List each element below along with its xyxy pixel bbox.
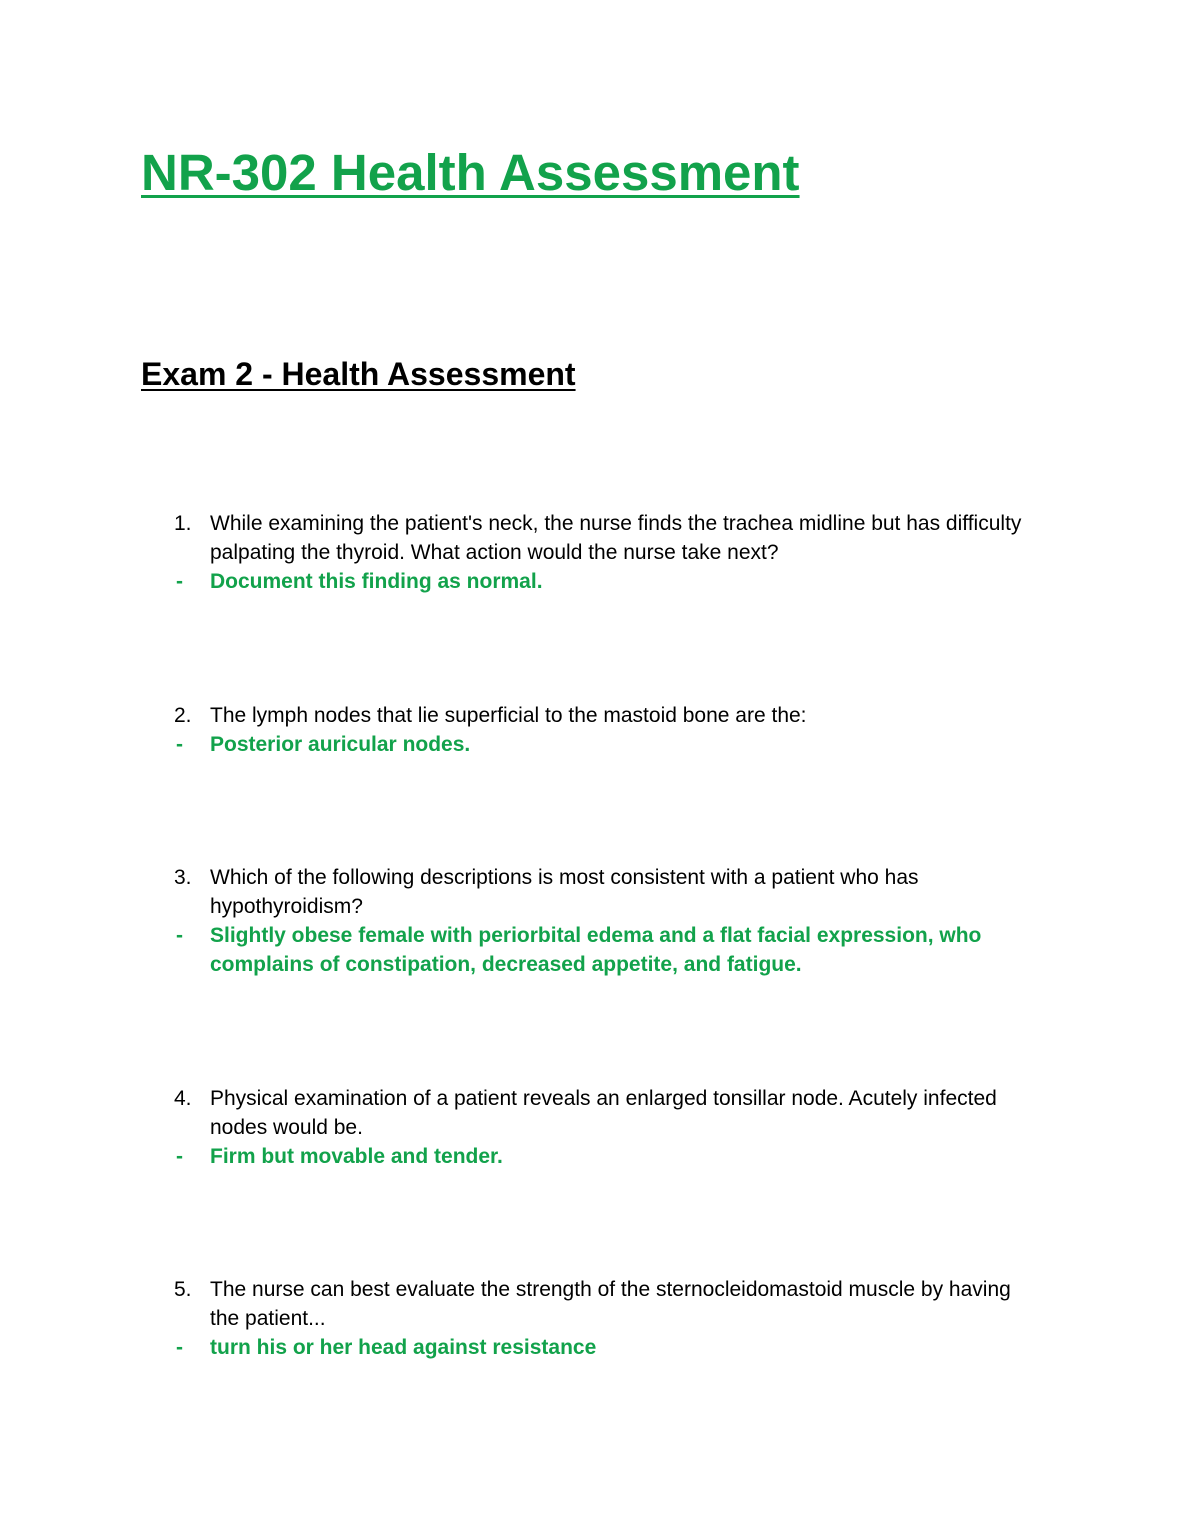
answer-5 [174,1333,1044,1362]
answer-marker: - [176,1145,183,1168]
question-number: 1. [174,512,192,535]
answer-text: Document this finding as normal. [210,570,543,593]
question-3 [174,863,1044,921]
answer-marker: - [176,733,183,756]
document-title: NR-302 Health Assessment [141,144,800,201]
question-number: 4. [174,1087,192,1110]
answer-text: Firm but movable and tender. [210,1145,503,1168]
question-text: While examining the patient's neck, the nurse finds the trachea midline but has difficulty palpating the thyroid. What action would the nurse take next? [210,512,1022,564]
answer-text: Slightly obese female with periorbital edema and a flat facial expression, who complains of constipation, decreased appetite, and fatigue. [210,924,982,976]
question-2 [174,701,1044,730]
question-block-3 [174,863,1044,979]
question-text: Physical examination of a patient reveals an enlarged tonsillar node. Acutely infected nodes would be. [210,1087,997,1139]
question-block-1 [174,509,1044,596]
question-number: 2. [174,704,192,727]
question-1 [174,509,1044,567]
question-text: The nurse can best evaluate the strength of the sternocleidomastoid muscle by having the patient... [210,1278,1011,1330]
answer-1 [174,567,1044,596]
question-block-2 [174,701,1044,759]
question-text: The lymph nodes that lie superficial to the mastoid bone are the: [210,704,807,727]
answer-marker: - [176,1336,183,1359]
answer-3 [174,921,1044,979]
question-5 [174,1275,1044,1333]
question-number: 5. [174,1278,192,1301]
question-4 [174,1084,1044,1142]
question-block-5 [174,1275,1044,1362]
question-number: 3. [174,866,192,889]
answer-marker: - [176,570,183,593]
answer-4 [174,1142,1044,1171]
answer-text: turn his or her head against resistance [210,1336,597,1359]
answer-text: Posterior auricular nodes. [210,733,471,756]
answer-2 [174,730,1044,759]
exam-title: Exam 2 - Health Assessment [141,356,576,392]
question-text: Which of the following descriptions is most consistent with a patient who has hypothyroidism? [210,866,919,918]
question-block-4 [174,1084,1044,1171]
answer-marker: - [176,924,183,947]
